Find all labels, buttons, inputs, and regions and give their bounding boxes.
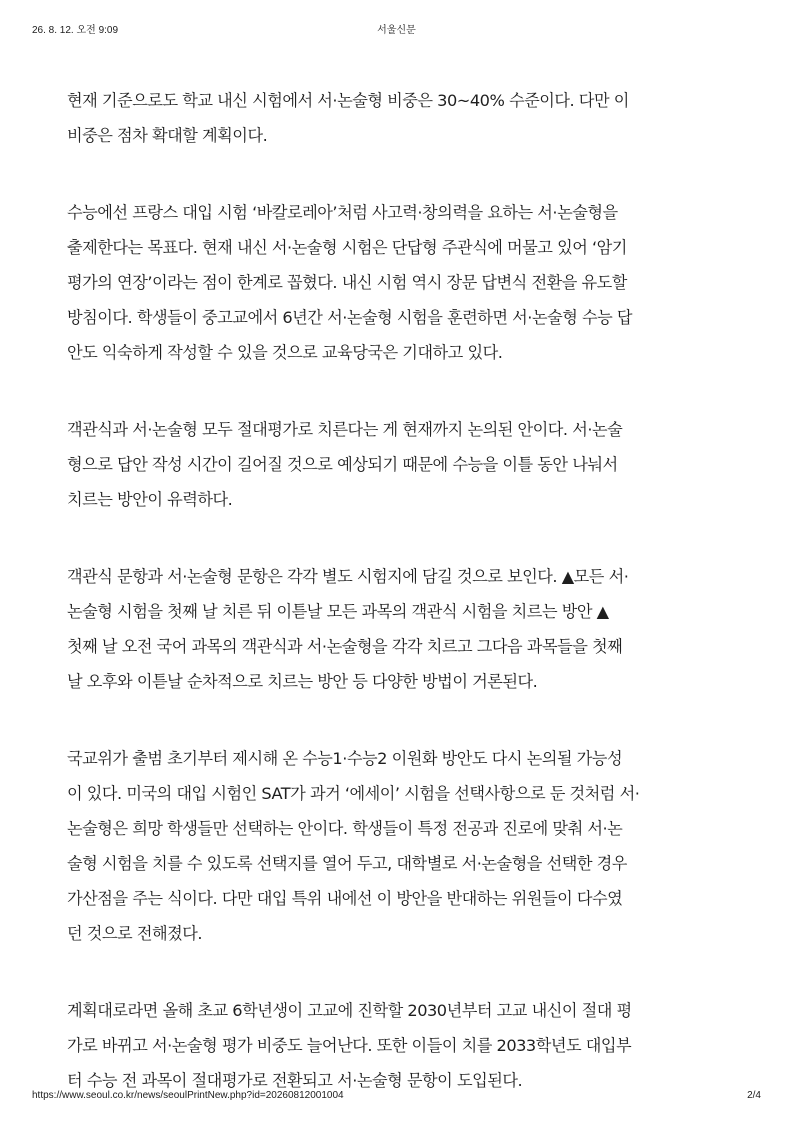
article-paragraph: 객관식 문항과 서·논술형 문항은 각각 별도 시험지에 담길 것으로 보인다. ▲모든 서· 논술형 시험을 첫째 날 치른 뒤 이튿날 모든 과목의 객관식 시험을 치르는 방안 ▲ 첫째 날 오전 국어 과목의 객관식과 서·논술형을 각각 치르고 그다음 과목들을 첫째 날 오후와 이튿날 순차적으로 치르는 방안 등 다양한 방법이 거론된다. [67,567,629,691]
print-url: https://www.seoul.co.kr/news/seoulPrintNew.php?id=20260812001004 [32,1090,344,1101]
page-indicator: 2/4 [747,1090,761,1101]
article-paragraph: 현재 기준으로도 학교 내신 시험에서 서·논술형 비중은 30~40% 수준이다. 다만 이 비중은 점차 확대할 계획이다. [67,91,629,145]
print-site-title: 서울신문 [377,25,416,36]
article-body [67,83,697,1140]
print-footer [0,1090,793,1104]
article-paragraph: 수능에선 프랑스 대입 시험 ‘바칼로레아’처럼 사고력·창의력을 요하는 서·논술형을 출제한다는 목표다. 현재 내신 서·논술형 시험은 단답형 주관식에 머물고 있어 ‘암기 평가의 연장’이라는 점이 한계로 꼽혔다. 내신 시험 역시 장문 답변식 전환을 유도할 방침이다. 학생들이 중고교에서 6년간 서·논술형 시험을 훈련하면 서·논술형 수능 답 안도 익숙하게 작성할 수 있을 것으로 교육당국은 기대하고 있다. [67,203,633,362]
print-datetime: 26. 8. 12. 오전 9:09 [32,25,119,36]
article-paragraph: 국교위가 출범 초기부터 제시해 온 수능1·수능2 이원화 방안도 다시 논의될 가능성 이 있다. 미국의 대입 시험인 SAT가 과거 ‘에세이’ 시험을 선택사항으로 둔 것처럼 서· 논술형은 희망 학생들만 선택하는 안이다. 학생들이 특정 전공과 진로에 맞춰 서·논 술형 시험을 치를 수 있도록 선택지를 열어 두고, 대학별로 서·논술형을 선택한 경우 가산점을 주는 식이다. 다만 대입 특위 내에선 이 방안을 반대하는 위원들이 다수였 던 것으로 전해졌다. [67,749,640,943]
print-header [0,21,793,35]
article-paragraph: 객관식과 서·논술형 모두 절대평가로 치른다는 게 현재까지 논의된 안이다. 서·논술 형으로 답안 작성 시간이 길어질 것으로 예상되기 때문에 수능을 이틀 동안 나눠서 치르는 방안이 유력하다. [67,420,623,509]
article-paragraph: 계획대로라면 올해 초교 6학년생이 고교에 진학할 2030년부터 고교 내신이 절대 평 가로 바뀌고 서·논술형 평가 비중도 늘어난다. 또한 이들이 치를 2033학년도 대입부 터 수능 전 과목이 절대평가로 전환되고 서·논술형 문항이 도입된다. [67,1001,632,1090]
